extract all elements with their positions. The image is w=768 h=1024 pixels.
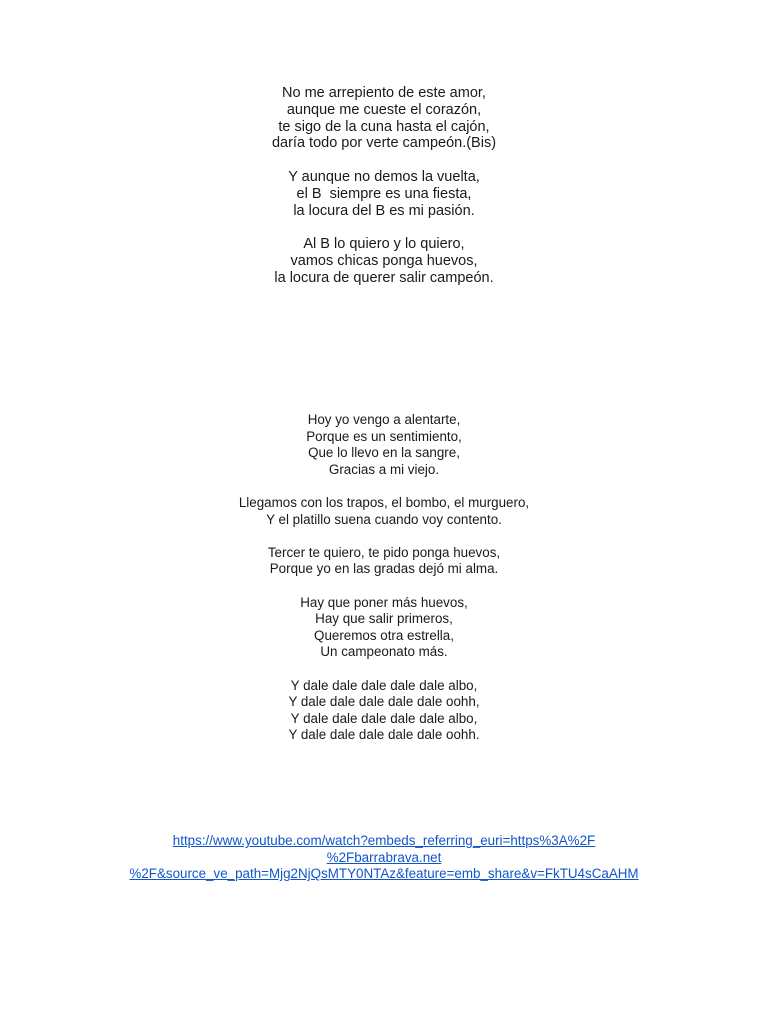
- youtube-link-line[interactable]: %2Fbarrabrava.net: [326, 849, 442, 865]
- youtube-link-line[interactable]: https://www.youtube.com/watch?embeds_referring_euri=https%3A%2F: [172, 833, 596, 848]
- lyric-line: vamos chicas ponga huevos,: [290, 252, 478, 269]
- lyric-line: Gracias a mi viejo.: [328, 461, 440, 477]
- lyric-line: aunque me cueste el corazón,: [286, 101, 482, 118]
- song-lyrics-1: [0, 85, 768, 303]
- lyric-line: daría todo por verte campeón.(Bis): [271, 135, 497, 152]
- stanza: [0, 85, 768, 152]
- lyric-line: Tercer te quiero, te pido ponga huevos,: [267, 544, 501, 560]
- song-lyrics-2: [0, 412, 768, 760]
- lyric-line: Hoy yo vengo a alentarte,: [307, 412, 461, 427]
- lyric-line: Al B lo quiero y lo quiero,: [303, 236, 465, 253]
- lyric-line: Y el platillo suena cuando voy contento.: [266, 511, 502, 527]
- lyric-line: Llegamos con los trapos, el bombo, el murguero,: [238, 494, 530, 510]
- stanza: [0, 545, 768, 578]
- stanza: [0, 595, 768, 661]
- stanza: [0, 236, 768, 286]
- lyric-line: Porque yo en las gradas dejó mi alma.: [269, 561, 499, 577]
- lyric-line: el B siempre es una fiesta,: [296, 185, 472, 202]
- lyric-line: te sigo de la cuna hasta el cajón,: [278, 118, 490, 135]
- youtube-link-line[interactable]: %2F&source_ve_path=Mjg2NjQsMTY0NTAz&feature=emb_share&v=FkTU4sCaAHM: [129, 866, 639, 882]
- stanza: [0, 678, 768, 744]
- lyric-line: Y dale dale dale dale dale albo,: [290, 710, 478, 726]
- lyric-line: No me arrepiento de este amor,: [282, 85, 486, 101]
- lyric-line: Y aunque no demos la vuelta,: [288, 168, 480, 185]
- stanza: [0, 495, 768, 528]
- youtube-link[interactable]: [0, 833, 768, 883]
- lyric-line: Queremos otra estrella,: [314, 627, 454, 643]
- lyric-line: la locura de querer salir campeón.: [274, 269, 494, 286]
- stanza: [0, 412, 768, 478]
- stanza: [0, 169, 768, 219]
- lyric-line: Que lo llevo en la sangre,: [308, 445, 460, 461]
- lyric-line: Hay que poner más huevos,: [300, 594, 468, 610]
- lyric-line: la locura del B es mi pasión.: [293, 202, 475, 219]
- lyric-line: Y dale dale dale dale dale oohh.: [288, 727, 480, 743]
- lyric-line: Y dale dale dale dale dale oohh,: [288, 694, 480, 710]
- lyric-line: Porque es un sentimiento,: [306, 428, 462, 444]
- lyric-line: Y dale dale dale dale dale albo,: [290, 677, 478, 693]
- lyric-line: Hay que salir primeros,: [315, 611, 453, 627]
- lyric-line: Un campeonato más.: [320, 644, 448, 660]
